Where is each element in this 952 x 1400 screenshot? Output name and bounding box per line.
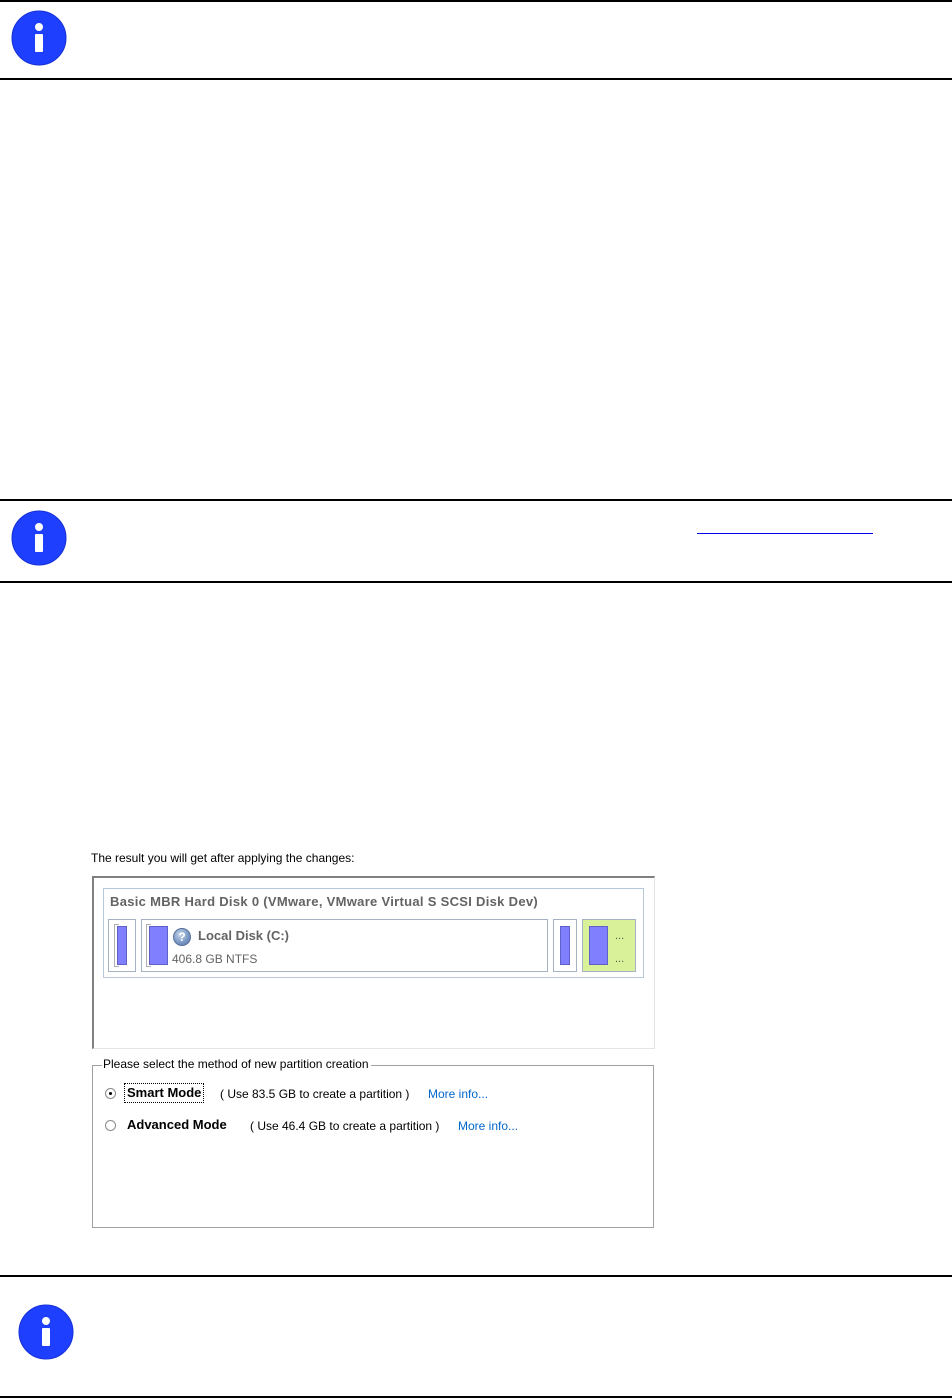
free-space-dots: ... xyxy=(615,953,625,965)
advanced-mode-label[interactable]: Advanced Mode xyxy=(127,1117,227,1132)
group-legend: Please select the method of new partition creation xyxy=(103,1057,369,1071)
note-bottom-rule xyxy=(0,78,952,80)
smart-mode-more-info-link[interactable]: More info... xyxy=(428,1087,489,1101)
note-bottom-rule xyxy=(0,581,952,583)
partition-bar xyxy=(560,926,570,965)
hyperlink-underline[interactable] xyxy=(697,533,873,534)
note-top-rule xyxy=(0,1275,952,1277)
partition-free-space[interactable] xyxy=(582,919,636,972)
note-bottom-rule xyxy=(0,1396,952,1398)
advanced-mode-description: ( Use 46.4 GB to create a partition ) xyxy=(250,1119,440,1133)
partition-bar xyxy=(589,926,608,965)
help-icon: ? xyxy=(173,928,191,946)
note-top-rule xyxy=(0,499,952,501)
advanced-mode-more-info-link[interactable]: More info... xyxy=(458,1119,519,1133)
note-top-rule xyxy=(0,0,952,2)
partition-small-2[interactable] xyxy=(553,919,577,972)
preview-caption: The result you will get after applying the changes: xyxy=(91,851,355,865)
partition-local-disk-c[interactable] xyxy=(141,919,548,972)
partition-small-1[interactable] xyxy=(108,919,136,972)
disk-title: Basic MBR Hard Disk 0 (VMware, VMware Virtual S SCSI Disk Dev) xyxy=(110,894,539,909)
creation-method-group xyxy=(92,1057,654,1228)
smart-mode-description: ( Use 83.5 GB to create a partition ) xyxy=(220,1087,410,1101)
disk-preview-panel xyxy=(92,876,655,1049)
partition-bar xyxy=(117,926,127,965)
info-icon xyxy=(11,10,67,66)
disk-map[interactable] xyxy=(103,888,644,978)
smart-mode-radio[interactable] xyxy=(105,1088,116,1099)
info-icon xyxy=(18,1304,74,1360)
smart-mode-label[interactable]: Smart Mode xyxy=(127,1085,202,1100)
free-space-dots: ... xyxy=(615,930,625,942)
partition-bar xyxy=(149,926,168,965)
info-icon xyxy=(11,510,67,566)
advanced-mode-radio[interactable] xyxy=(105,1120,116,1131)
partition-name: Local Disk (C:) xyxy=(198,928,290,943)
partition-info: 406.8 GB NTFS xyxy=(172,952,258,966)
